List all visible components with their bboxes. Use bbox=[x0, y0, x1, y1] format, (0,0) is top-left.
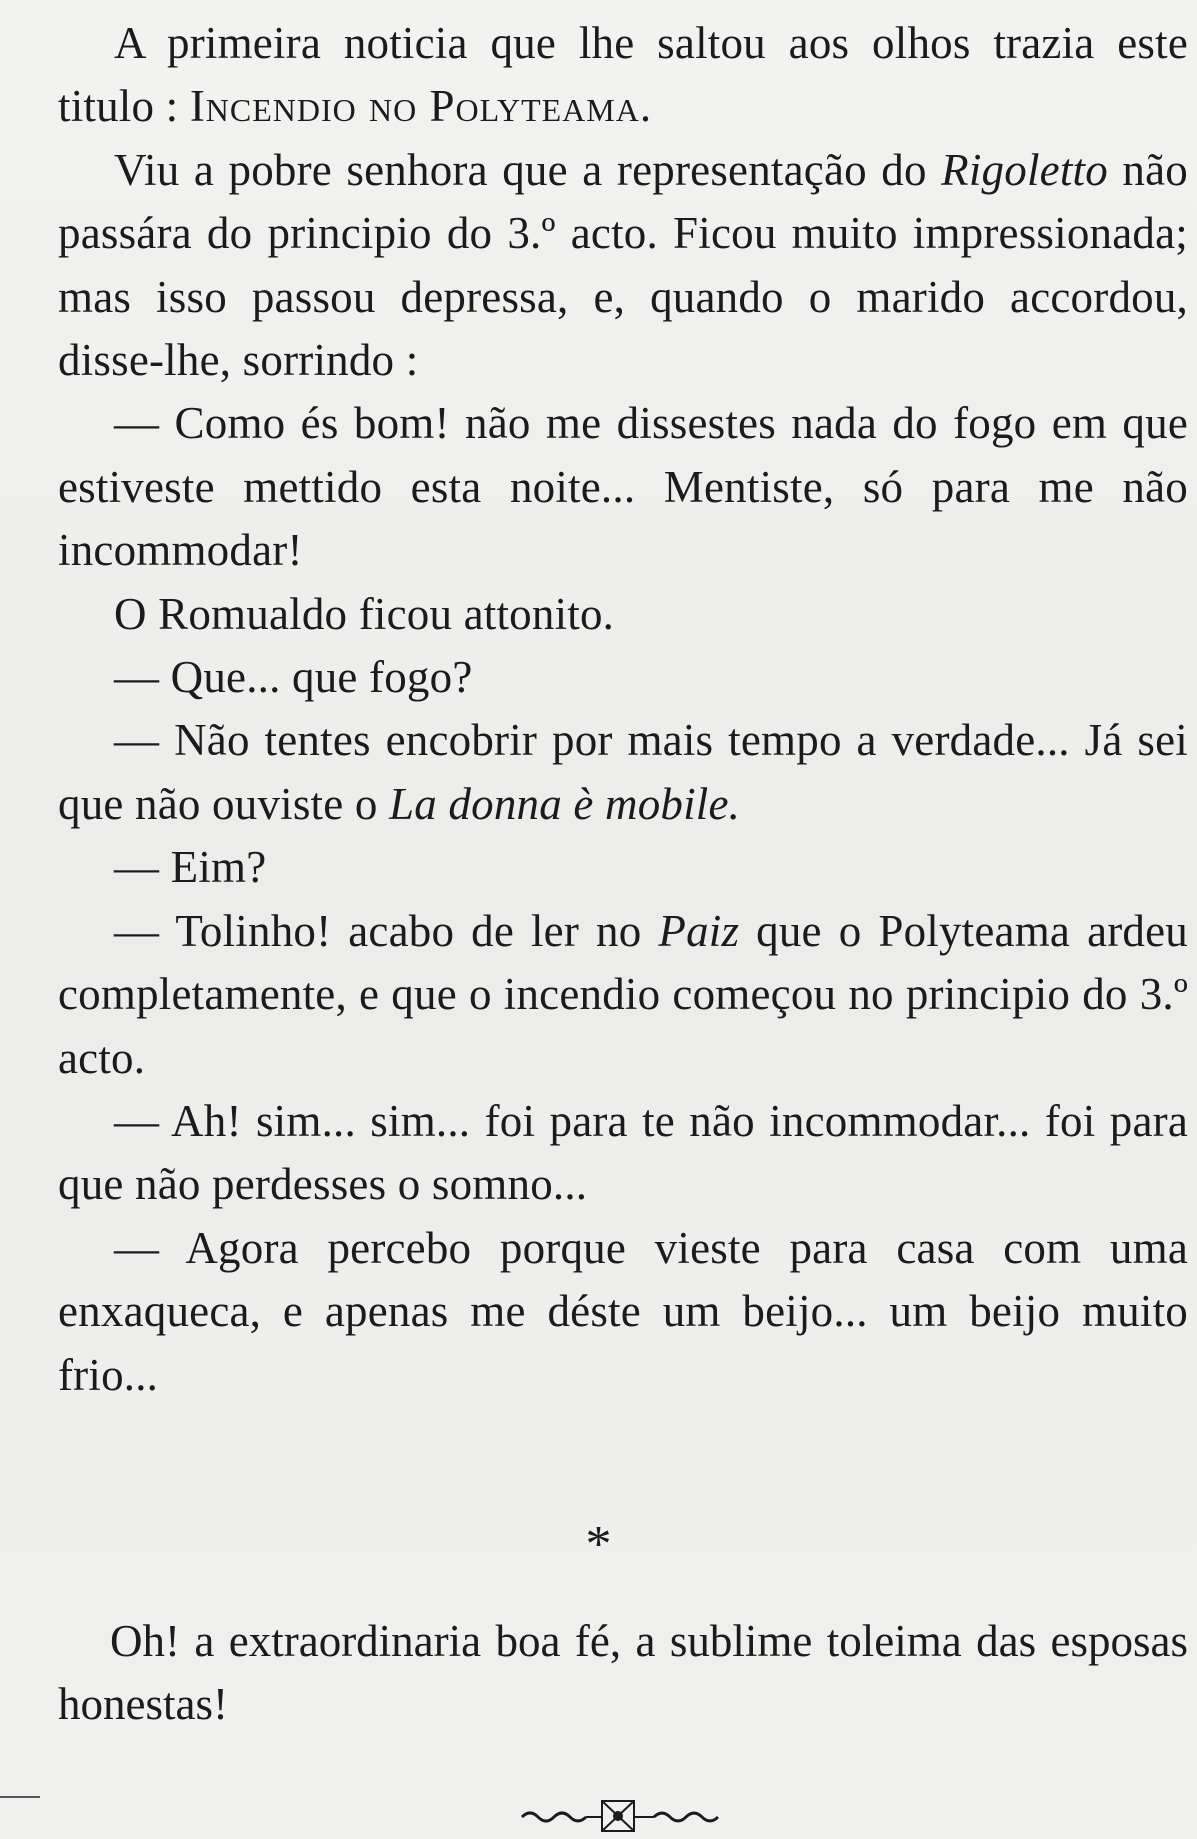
paragraph bbox=[58, 1090, 1188, 1217]
closing-paragraph: Oh! a extraordinaria boa fé, a sublime toleima das esposas honestas! bbox=[58, 1616, 1188, 1730]
paragraph bbox=[58, 709, 1188, 836]
page-edge-mark bbox=[0, 1796, 40, 1798]
text-run: — Tolinho! acabo de ler no bbox=[114, 905, 659, 956]
italic-title: Paiz bbox=[658, 905, 740, 956]
paragraph bbox=[58, 900, 1188, 1090]
italic-title: Rigoletto bbox=[941, 144, 1108, 195]
paragraph bbox=[58, 139, 1188, 393]
text-run: — Que... que fogo? bbox=[114, 652, 473, 703]
paragraph bbox=[58, 583, 1188, 646]
text-run: A primeira noticia que lhe saltou aos olhos trazia este titulo : bbox=[58, 18, 1188, 132]
paragraph bbox=[58, 12, 1188, 139]
text-run: O Romualdo ficou attonito. bbox=[114, 588, 615, 639]
text-run: — Não tentes encobrir por mais tempo a verdade... Já sei que não ouviste o bbox=[58, 715, 1188, 829]
body-text bbox=[58, 12, 1188, 1407]
text-run: que o Polyteama ardeu completamente, e que o incendio começou no principio do 3.º acto. bbox=[58, 905, 1189, 1083]
italic-title: La donna è mobile. bbox=[389, 778, 741, 829]
section-separator: * bbox=[585, 1516, 612, 1573]
headline-title: Incendio no Polyteama. bbox=[189, 81, 653, 132]
text-run: — Agora percebo porque vieste para casa com uma enxaqueca, e apenas me déste um beijo... um beijo muito frio... bbox=[58, 1222, 1188, 1400]
paragraph bbox=[58, 392, 1188, 582]
wavy-ornament-with-flower-icon bbox=[520, 1795, 720, 1835]
text-run: não passára do principio do 3.º acto. Ficou muito impressionada; mas isso passou depressa, e, quando o marido accordou, disse-lhe, sorrindo : bbox=[58, 144, 1188, 386]
text-run: — Ah! sim... sim... foi para te não incommodar... foi para que não perdesses o somno... bbox=[58, 1095, 1188, 1210]
text-run: — Eim? bbox=[114, 842, 267, 893]
paragraph bbox=[58, 1217, 1188, 1407]
closing-text bbox=[58, 1610, 1188, 1737]
paragraph bbox=[58, 646, 1188, 709]
paragraph bbox=[58, 836, 1188, 899]
text-run: Viu a pobre senhora que a representação do bbox=[114, 144, 942, 195]
text-run: — Como és bom! não me dissestes nada do fogo em que estiveste mettido esta noite... Mentiste, só para me não incommodar! bbox=[58, 398, 1188, 576]
